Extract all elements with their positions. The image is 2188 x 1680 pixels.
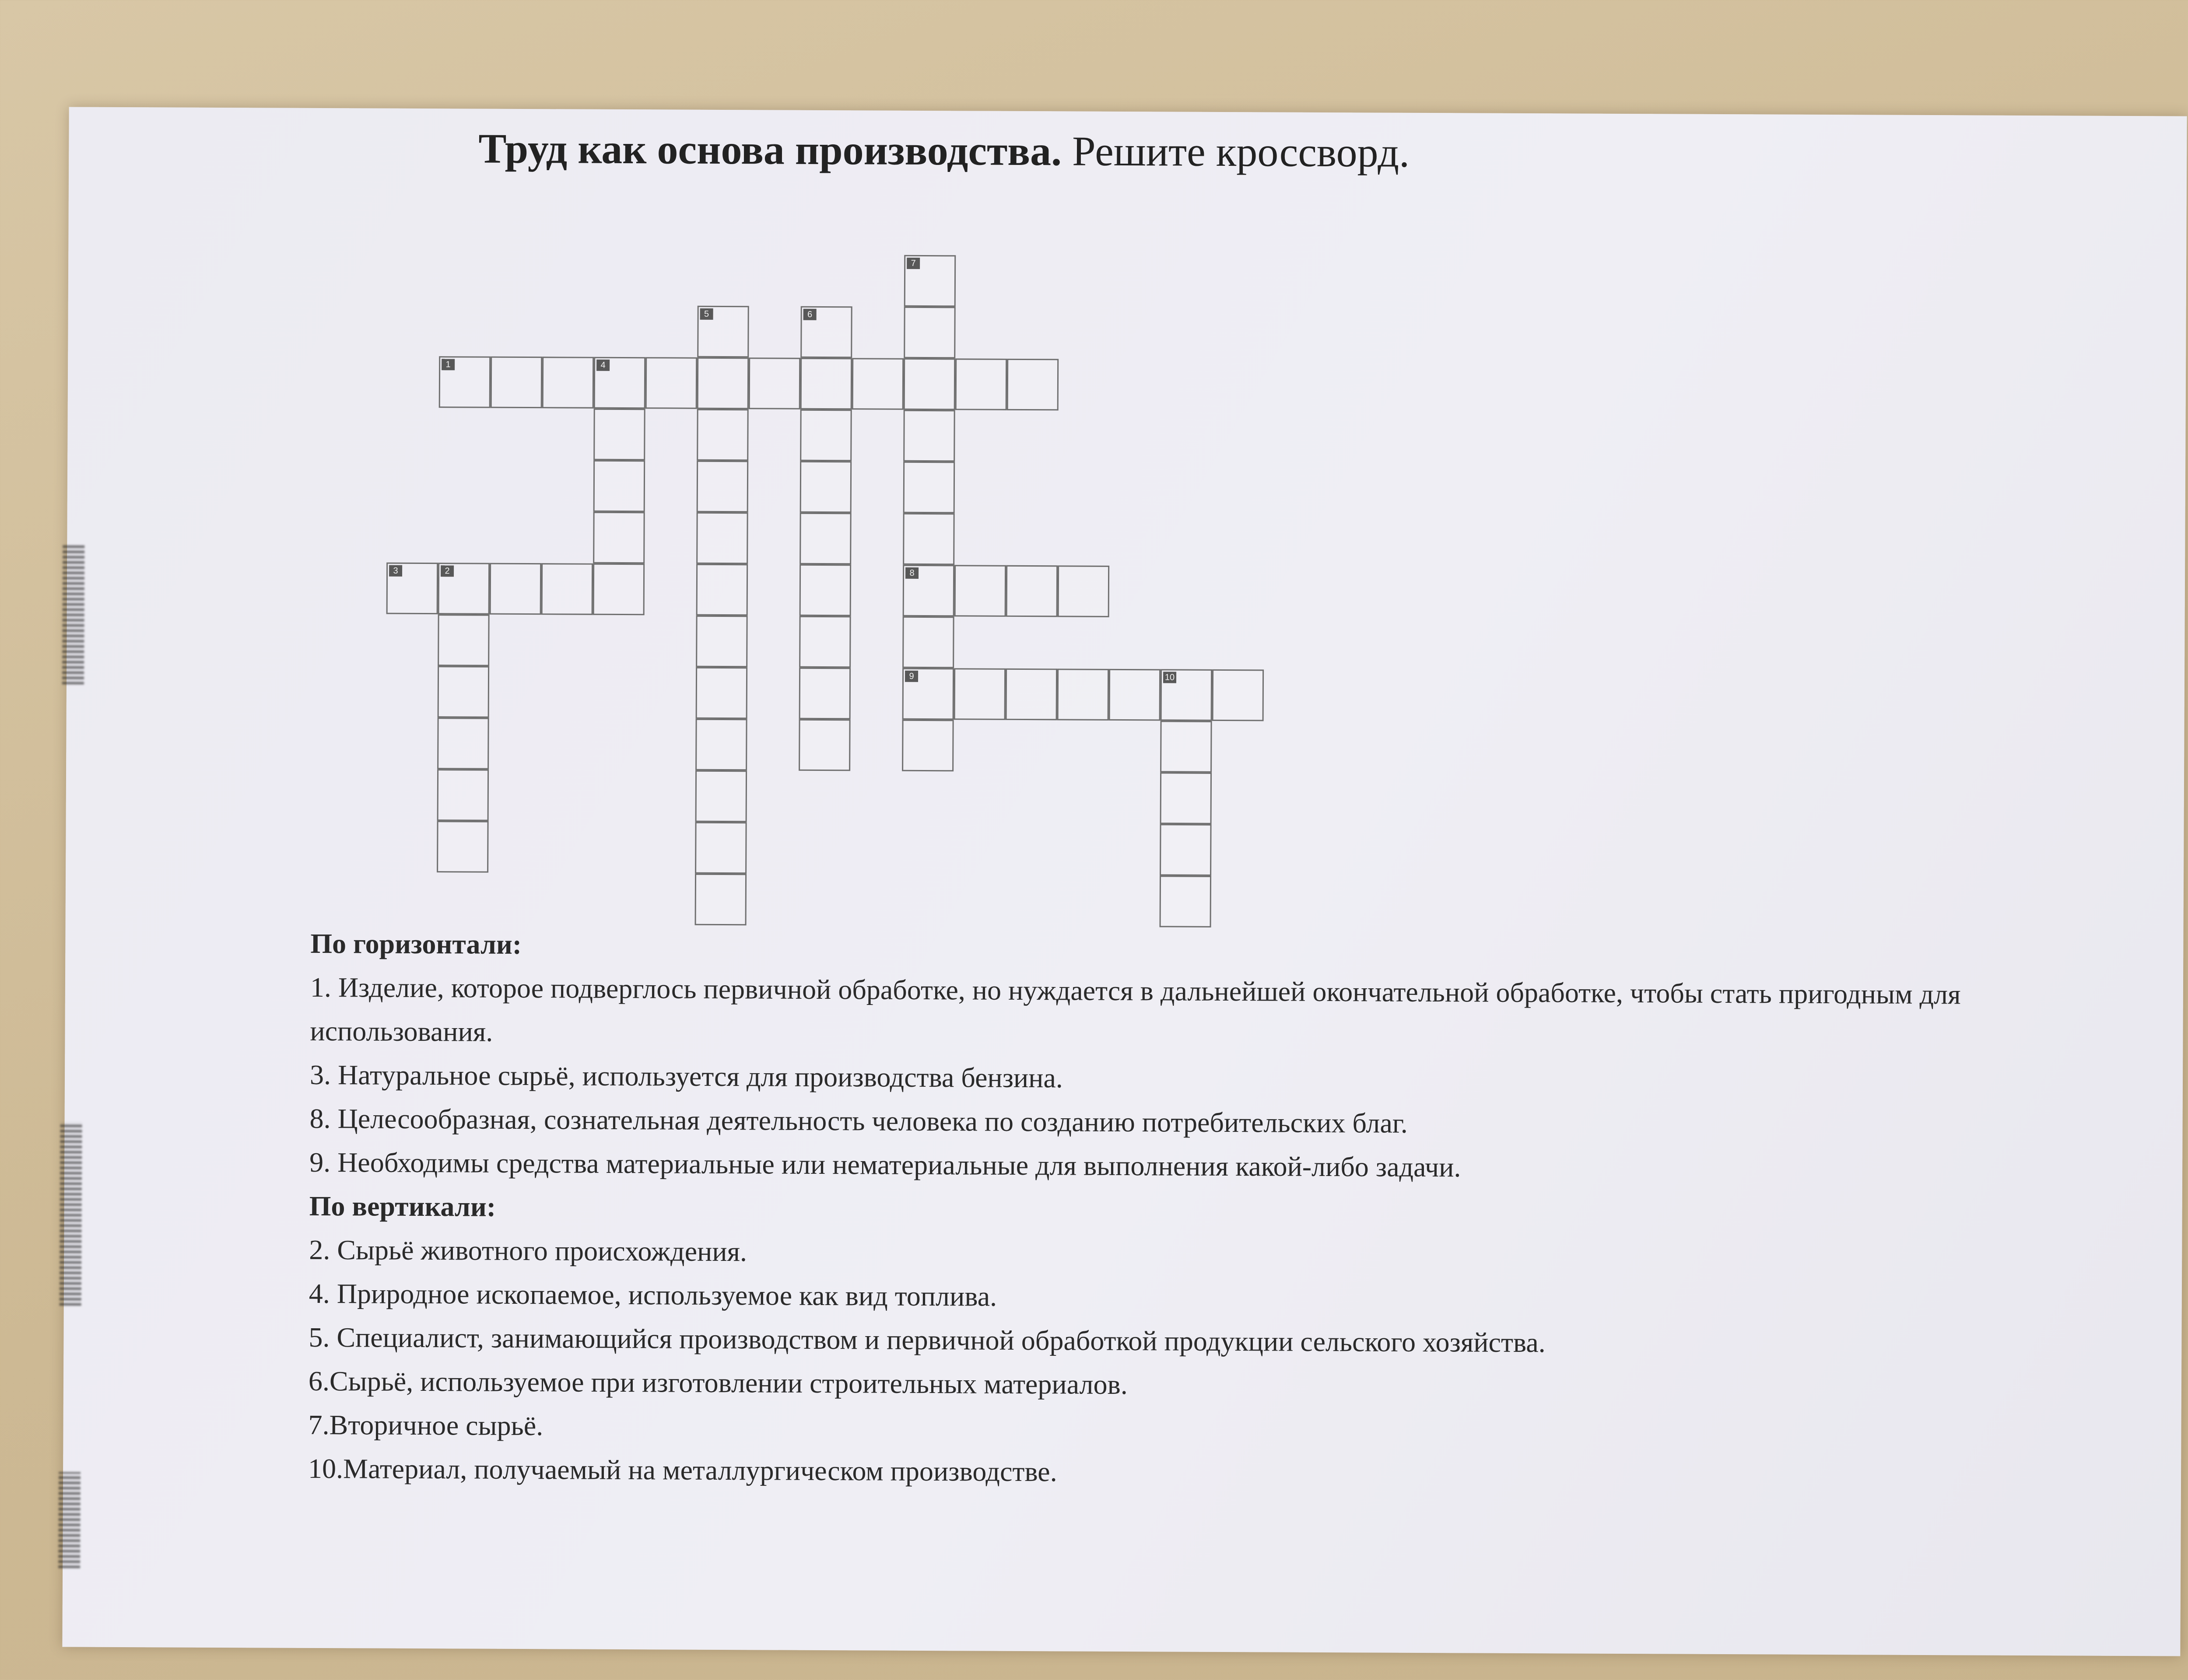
crossword-cell [1212, 669, 1264, 721]
across-clue-8: 8. Целесообразная, сознательная деятельность человека по созданию потребительских благ. [309, 1102, 1408, 1139]
crossword-cell [695, 822, 747, 874]
down-clue-7: 7.Вторичное сырьё. [308, 1409, 543, 1442]
crossword-cell [490, 563, 542, 615]
print-smudge [62, 544, 84, 684]
title-bold: Труд как основа производства. [478, 125, 1062, 175]
crossword-cell [904, 255, 956, 307]
crossword-cell [695, 719, 747, 771]
across-clue-3: 3. Натуральное сырьё, используется для производства бензина. [309, 1059, 1063, 1094]
clue-number-label: 4 [596, 360, 610, 371]
crossword-cell [800, 306, 852, 358]
crossword-cell [542, 357, 594, 409]
crossword-cell [439, 356, 491, 408]
clue-number-label: 5 [700, 308, 713, 320]
clue-number-label: 9 [905, 671, 918, 682]
clue-number-label: 6 [803, 309, 817, 320]
crossword-cell [645, 357, 698, 409]
crossword-cell [799, 668, 851, 720]
crossword-cell [491, 357, 543, 409]
crossword-cell [541, 563, 593, 615]
crossword-cell [1006, 565, 1058, 617]
crossword-cell [1109, 669, 1161, 721]
clue-number-label: 1 [442, 359, 455, 370]
crossword-cell [954, 565, 1006, 617]
across-clue-9: 9. Необходимы средства материальные или нематериальные для выполнения какой-либо задачи. [309, 1146, 1461, 1183]
crossword-cell [438, 563, 490, 615]
clue-number-label: 2 [441, 565, 454, 577]
crossword-cell [696, 667, 748, 719]
crossword-cell [800, 461, 852, 513]
crossword-cell [799, 719, 851, 771]
crossword-cell [799, 616, 851, 668]
crossword-cell [593, 512, 645, 564]
print-smudge [58, 1472, 81, 1568]
crossword-cell [800, 358, 852, 410]
clue-number-label: 10 [1163, 672, 1176, 683]
down-clue-6: 6.Сырьё, используемое при изготовлении строительных материалов. [308, 1365, 1128, 1400]
crossword-cell [696, 564, 748, 616]
page-title [69, 122, 1819, 178]
crossword-cell [799, 513, 852, 565]
crossword-cell [903, 565, 955, 617]
crossword-cell [1058, 565, 1110, 617]
crossword-cell [902, 668, 954, 720]
down-heading: По вертикали: [309, 1190, 496, 1222]
crossword-cell [955, 358, 1007, 410]
crossword-cell [1160, 875, 1212, 928]
crossword-cell [438, 614, 490, 666]
crossword-cell [697, 409, 749, 461]
crossword-cell [904, 358, 956, 410]
crossword-cell [697, 306, 749, 358]
crossword-cell [386, 563, 438, 615]
clue-number-label: 7 [907, 258, 920, 269]
crossword-cell [695, 874, 747, 926]
crossword-cell [903, 462, 955, 514]
crossword-cell [1006, 668, 1058, 721]
crossword-cell [1161, 669, 1213, 721]
down-clue-10: 10.Материал, получаемый на металлургическом производстве. [308, 1452, 1057, 1488]
crossword-cell [903, 513, 955, 565]
crossword-cell [954, 668, 1006, 720]
crossword-cell [695, 770, 747, 822]
crossword-cell [438, 666, 490, 718]
crossword-cell [1057, 668, 1109, 721]
crossword-cell [799, 564, 852, 616]
print-smudge [60, 1122, 82, 1306]
crossword-cell [696, 512, 748, 564]
worksheet-paper [62, 107, 2187, 1656]
crossword-cell [1160, 721, 1212, 773]
crossword-cell [437, 769, 489, 821]
title-instruction: Решите кроссворд. [1061, 127, 1410, 176]
crossword-cell [697, 357, 749, 410]
crossword-cell [593, 460, 645, 512]
crossword-cell [902, 616, 954, 668]
down-clue-5: 5. Специалист, занимающийся производством и первичной обработкой продукции сельского хозяйства. [309, 1321, 1546, 1358]
across-clue-1: 1. Изделие, которое подверглось первичной обработке, но нуждается в дальнейшей окончательной обработке, чтобы стать пригодным для использования. [310, 971, 1961, 1047]
clues-section [308, 922, 2149, 1498]
crossword-cell [1007, 359, 1059, 411]
crossword-cell [904, 307, 956, 359]
crossword-cell [696, 616, 748, 668]
crossword-cell [800, 410, 852, 462]
crossword-cell [1160, 824, 1212, 876]
crossword-cell [749, 357, 801, 410]
crossword-cell [902, 720, 954, 772]
down-clue-4: 4. Природное ископаемое, используемое как вид топлива. [309, 1278, 997, 1312]
crossword-cell [593, 564, 645, 616]
down-clue-2: 2. Сырьё животного происхождения. [309, 1234, 747, 1267]
crossword-cell [852, 358, 904, 410]
crossword-cell [594, 357, 646, 409]
crossword-cell [697, 461, 749, 513]
clue-number-label: 3 [389, 565, 402, 577]
crossword-cell [593, 409, 645, 461]
crossword-cell [437, 718, 489, 770]
crossword-cell [903, 410, 955, 462]
clue-number-label: 8 [905, 567, 919, 579]
crossword-cell [1160, 772, 1212, 824]
crossword-cell [437, 821, 489, 873]
across-heading: По горизонтали: [310, 928, 522, 960]
